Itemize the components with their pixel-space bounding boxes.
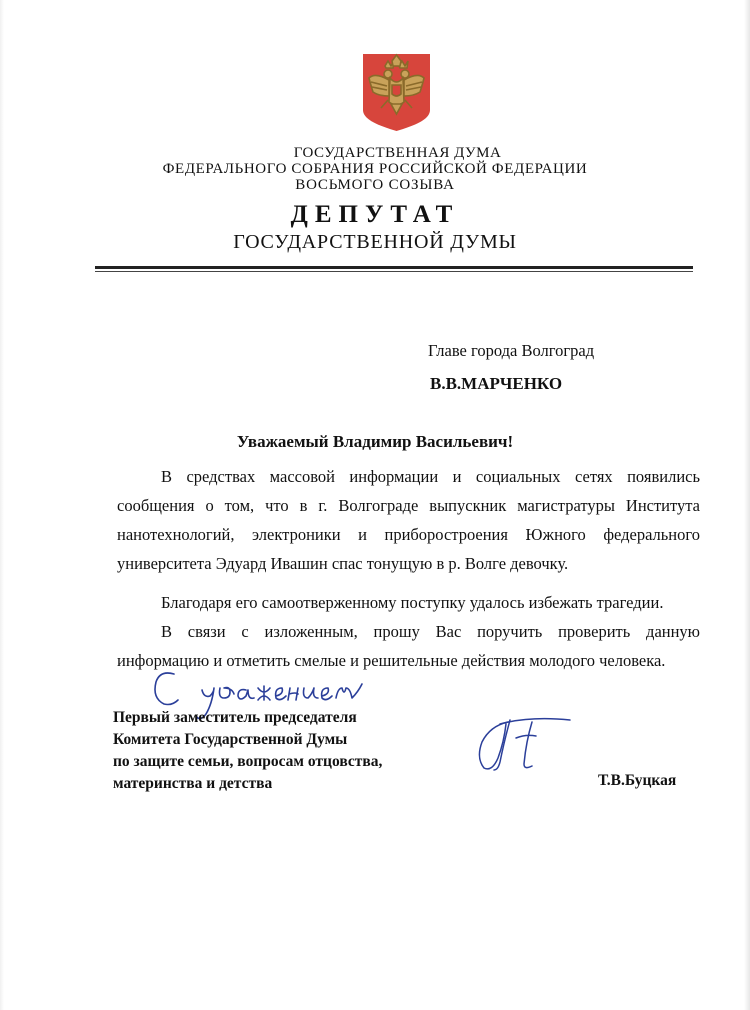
header-federal-assembly: ФЕДЕРАЛЬНОГО СОБРАНИЯ РОССИЙСКОЙ ФЕДЕРАЦИИ (162, 161, 588, 177)
paragraph-text: В средствах массовой информации и социальных сетях появились сообщения о том, что в г. Волгограде выпускник магистратуры Института нанотехнологий, электроники и приборостроения Южного федерального университета Эдуард Ивашин спас тонущую в р. Волге девочку. (117, 467, 700, 573)
signer-title-line: Комитета Государственной Думы (113, 731, 348, 748)
header-divider-thick (95, 266, 693, 269)
addressee-name: В.В.МАРЧЕНКО (430, 374, 563, 393)
header-of-state-duma: ГОСУДАРСТВЕННОЙ ДУМЫ (233, 231, 517, 253)
handwritten-signature (470, 712, 580, 774)
signer-title (113, 707, 382, 795)
addressee-position: Главе города Волгоград (428, 341, 595, 360)
paragraph-text: В связи с изложенным, прошу Вас поручить проверить данную информацию и отметить смелые и решительные действия молодого человека. (117, 622, 700, 670)
signer-title-line: Первый заместитель председателя (113, 709, 357, 726)
signer-title-line: по защите семьи, вопросам отцовства, (113, 753, 383, 770)
salutation: Уважаемый Владимир Васильевич! (236, 432, 514, 451)
letter-paragraph-3 (117, 617, 700, 675)
letter-paragraph-1 (117, 462, 700, 578)
coat-of-arms-icon (361, 52, 432, 132)
header-convocation: ВОСЬМОГО СОЗЫВА (295, 177, 455, 193)
header-deputy: ДЕПУТАТ (290, 201, 460, 228)
letter-paragraph-2 (117, 588, 700, 617)
paragraph-text: Благодаря его самоотверженному поступку удалось избежать трагедии. (161, 593, 664, 612)
header-divider-thin (95, 271, 693, 272)
signer-name: Т.В.Буцкая (598, 772, 677, 789)
signer-title-line: материнства и детства (113, 775, 273, 792)
header-state-duma: ГОСУДАРСТВЕННАЯ ДУМА (293, 145, 502, 161)
